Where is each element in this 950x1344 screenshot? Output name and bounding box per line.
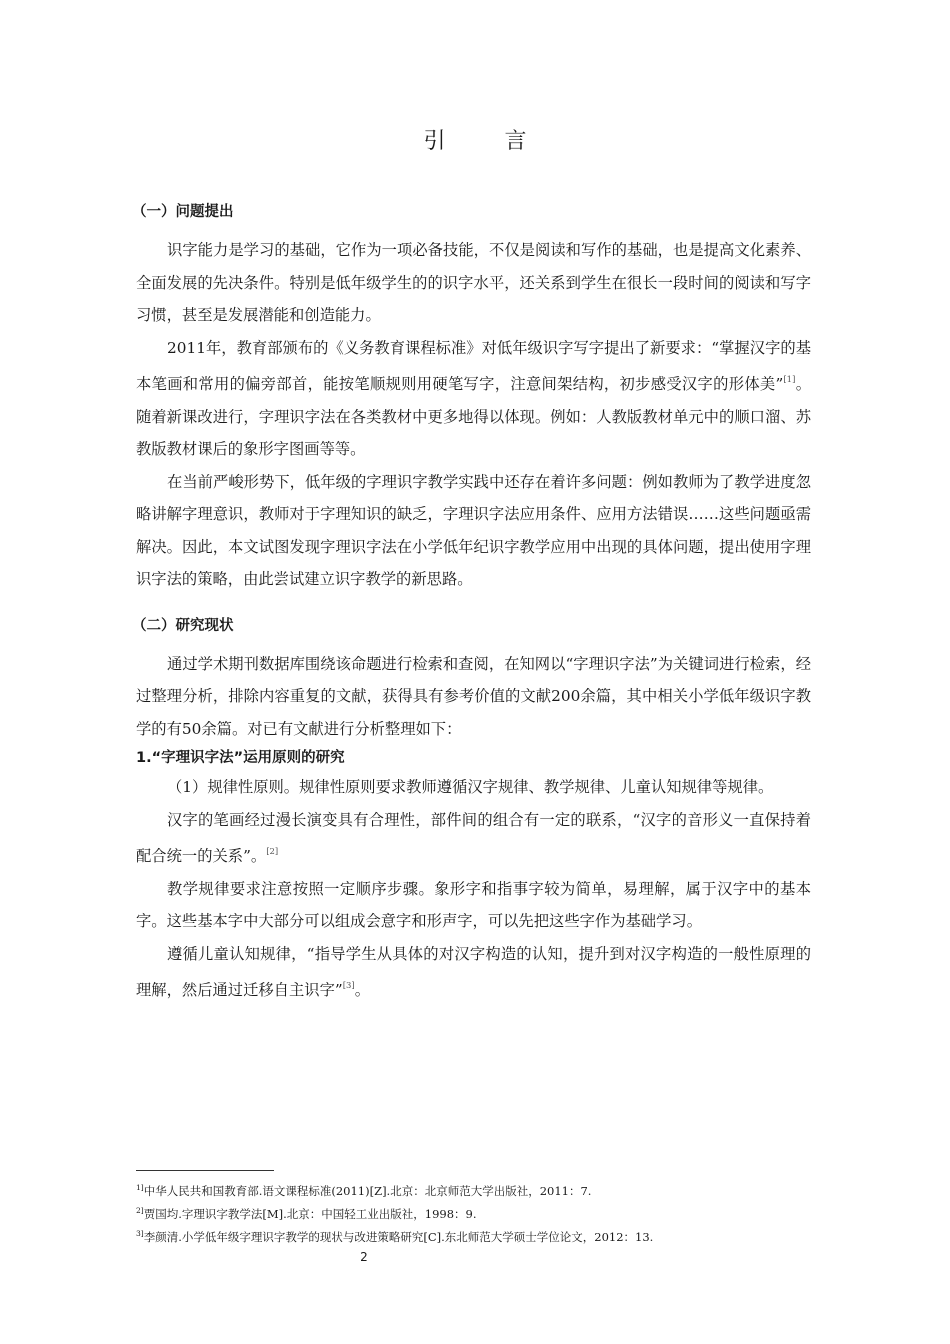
section-heading-problem: （一）问题提出: [132, 204, 234, 220]
footnote-mark: 3]: [136, 1229, 144, 1238]
footnote-mark: 1]: [136, 1183, 144, 1192]
page-title: 引 言: [423, 129, 553, 154]
footnote-text: 李颜清.小学低年级字理识字教学的现状与改进策略研究[C].东北师范大学硕士学位论文，2012：13.: [143, 1230, 654, 1244]
paragraph-with-citation: [136, 804, 811, 873]
footnote: [136, 1201, 836, 1224]
paragraph-text: 。随着新课改进行，字理识字法在各类教材中更多地得以体现。例如：人教版教材单元中的顺口溜、苏教版教材课后的象形字图画等等。: [136, 375, 811, 458]
subsection-heading: 1.“字理识字法”运用原则的研究: [136, 750, 345, 766]
citation-marker[interactable]: [2]: [266, 847, 279, 857]
paragraph-text: 2011年，教育部颁布的《义务教育课程标准》对低年级识字写字提出了新要求：“掌握汉字的基本笔画和常用的偏旁部首，能按笔顺规则用硬笔写字，注意间架结构，初步感受汉字的形体美”: [136, 338, 811, 393]
footnote-mark: 2]: [136, 1206, 144, 1215]
paragraph-with-citation: [136, 938, 811, 1007]
paragraph: 教学规律要求注意按照一定顺序步骤。象形字和指事字较为简单，易理解，属于汉字中的基本字。这些基本字中大部分可以组成会意字和形声字，可以先把这些字作为基础学习。: [136, 879, 811, 930]
paragraph: （1）规律性原则。规律性原则要求教师遵循汉字规律、教学规律、儿童认知规律等规律。: [167, 778, 774, 796]
paragraph-text: 汉字的笔画经过漫长演变具有合理性，部件间的组合有一定的联系，“汉字的音形义一直保持着配合统一的关系”。: [136, 810, 811, 865]
footnote: [136, 1224, 836, 1247]
page-number: 2: [360, 1250, 368, 1264]
body-content: [132, 196, 811, 1007]
footnote-divider: [136, 1170, 274, 1171]
citation-marker[interactable]: [3]: [342, 981, 355, 991]
paragraph: 识字能力是学习的基础，它作为一项必备技能，不仅是阅读和写作的基础，也是提高文化素养、全面发展的先决条件。特别是低年级学生的的识字水平，还关系到学生在很长一段时间的阅读和写字习惯，甚至是发展潜能和创造能力。: [136, 241, 811, 324]
citation-marker[interactable]: [1]: [783, 375, 796, 385]
footnotes: [136, 1178, 836, 1247]
section-heading-status: （二）研究现状: [132, 617, 234, 634]
paragraph: 在当前严峻形势下，低年级的字理识字教学实践中还存在着许多问题：例如教师为了教学进度忽略讲解字理意识，教师对于字理知识的缺乏，字理识字法应用条件、应用方法错误……这些问题亟需解决。因此，本文试图发现字理识字法在小学低年纪识字教学应用中出现的具体问题，提出使用字理识字法的策略，由此尝试建立识字教学的新思路。: [136, 472, 811, 588]
footnote-text: 中华人民共和国教育部.语文课程标准(2011)[Z].北京：北京师范大学出版社，2011：7.: [143, 1184, 592, 1198]
paragraph-with-citation: [136, 332, 811, 466]
footnote: [136, 1178, 836, 1201]
footnote-text: 贾国均.字理识字教学法[M].北京：中国轻工业出版社，1998：9.: [143, 1207, 477, 1221]
paragraph-text: 遵循儿童认知规律，“指导学生从具体的对汉字构造的认知，提升到对汉字构造的一般性原理的理解，然后通过迁移自主识字”: [136, 944, 811, 999]
paragraph: 通过学术期刊数据库围绕该命题进行检索和查阅，在知网以“字理识字法”为关键词进行检索，经过整理分析，排除内容重复的文献，获得具有参考价值的文献200余篇，其中相关小学低年级识字教学的有50余篇。对已有文献进行分析整理如下：: [136, 654, 811, 738]
paragraph-text: 。: [354, 981, 371, 999]
